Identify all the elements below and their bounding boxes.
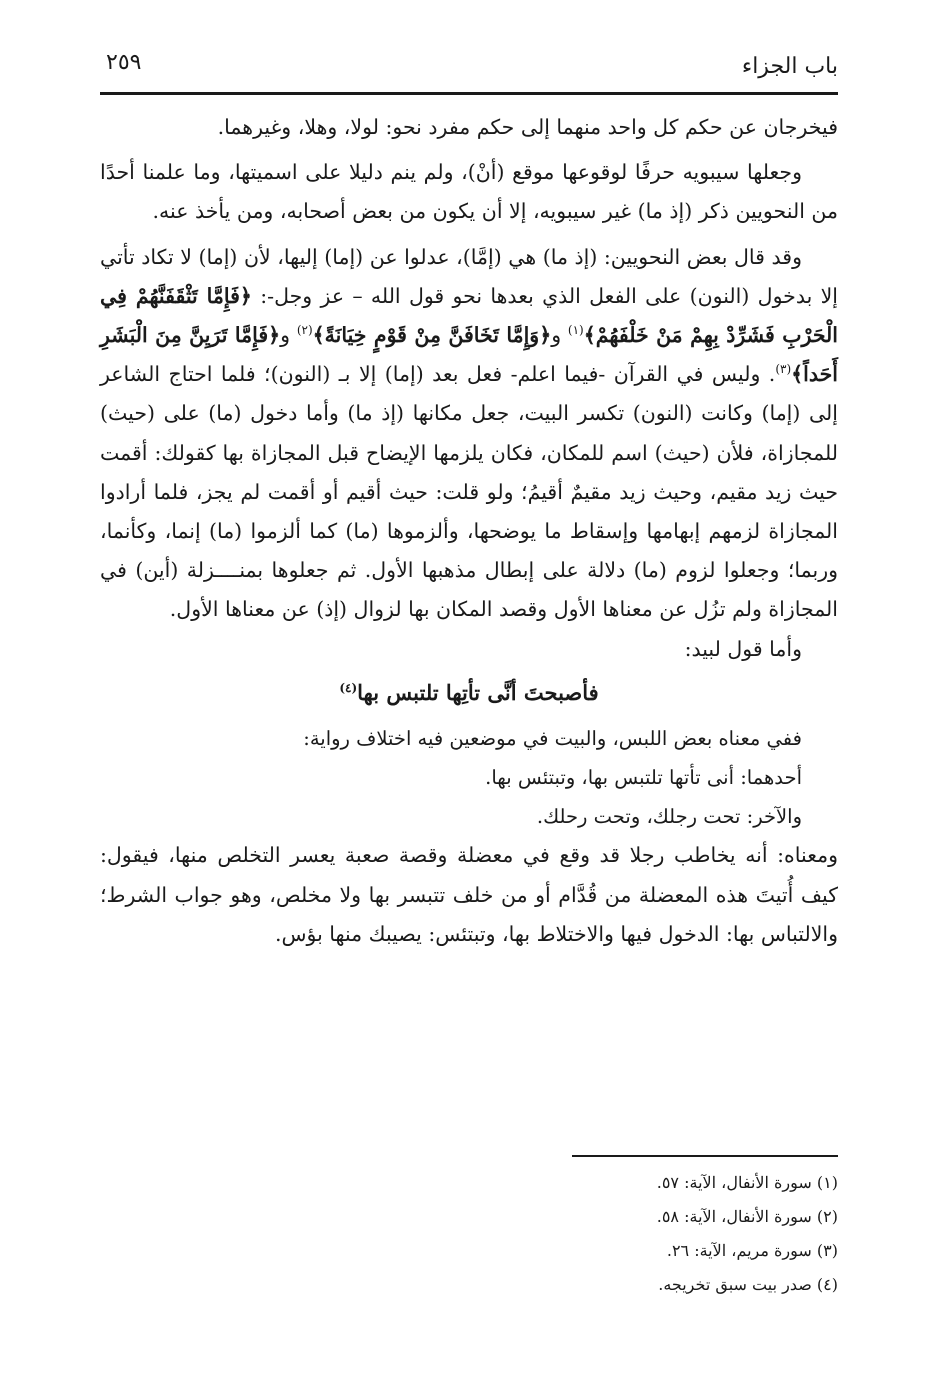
footnote-4: (٤) صدر بيت سبق تخريجه. (658, 1275, 838, 1294)
paragraph-3 (100, 238, 838, 630)
footnote-2: (٢) سورة الأنفال، الآية: ٥٨. (656, 1207, 838, 1226)
footnote-rule (572, 1155, 838, 1157)
footnote-1: (١) سورة الأنفال، الآية: ٥٧. (656, 1173, 838, 1192)
poetry-verse-text: فأصبحتَ أنَّى تأتِها تلتبس بها (357, 679, 599, 705)
paragraph-6: أحدهما: أنى تأتها تلتبس بها، وتبتئس بها. (485, 766, 802, 790)
header-rule (100, 92, 838, 95)
paragraph-7: والآخر: تحت رجلك، وتحت رحلك. (536, 805, 802, 829)
footnote-ref-2: (٢) (296, 323, 313, 338)
footnotes (418, 1166, 838, 1302)
paragraph-3-text-c: و (280, 323, 297, 348)
book-page (100, 0, 838, 1389)
paragraph-4: وأما قول لبيد: (684, 636, 802, 661)
paragraph-5: ففي معناه بعض اللبس، والبيت في موضعين فيه اختلاف رواية: (303, 726, 802, 750)
footnote-ref-3: (٣) (775, 362, 792, 377)
poetry-verse (100, 673, 838, 713)
paragraph-8: ومعناه: أنه يخاطب رجلا قد وقع في معضلة وقصة صعبة يعسر التخلص منها، فيقول: كيف أُتيتَ هذه المعضلة من قُدَّام أو من خلف تتبسر بها ولا مخلص، وهو جواب الشرط؛ والالتباس بها: الدخول فيها والاختلاط بها، وتبتئس: يصيبك منها بؤس. (100, 843, 838, 946)
body-text (100, 108, 838, 954)
page-number: ٢٥٩ (106, 50, 142, 75)
paragraph-3-text-a: وقد قال بعض النحويين: (إذ ما) هي (إمَّا)، عدلوا عن (إما) إليها، لأن (إما) لا تكاد تأتي إلا بدخول (النون) على الفعل الذي بعدها نحو قول الله – عز وجل-: (100, 244, 838, 308)
running-title: باب الجزاء (741, 54, 838, 79)
paragraph-3-text-b: و (551, 323, 568, 348)
paragraph-2: وجعلها سيبويه حرفًا لوقوعها موقع (أنْ)، ولم ينم دليلا على اسميتها، وما علمنا أحدًا من النحويين ذكر (إذ ما) غير سيبويه، إلا أن يكون من بعض أصحابه، ومن يأخذ عنه. (100, 160, 838, 224)
footnote-ref-4: (٤) (339, 680, 358, 695)
footnote-3: (٣) سورة مريم، الآية: ٢٦. (666, 1241, 838, 1260)
quran-verse-1: ﴿فَإِمَّا تَثْقَفَنَّهُمْ فِي الْحَرْبِ فَشَرِّدْ بِهِمْ مَنْ خَلْفَهُمْ﴾ (100, 283, 838, 348)
paragraph-3-text-d: . وليس في القرآن -فيما اعلم- فعل بعد (إما) إلا بـ (النون)؛ فلما احتاج الشاعر إلى (إما) وكانت (النون) تكسر البيت، جعل مكانها (إذ ما) وأما دخول (ما) على (حيث) للمجازاة، فلأن (حيث) اسم للمكان، فكان يلزمها الإيضاح قبل المجازاة بها كقولك: أقمت حيث زيد مقيم، وحيث زيد مقيمٌ أقيمُ؛ ولو قلت: حيث أقيم أو أقمت لم يجز، فلما أرادوا المجازاة لزمهم إبهامها وإسقاط ما يوضحها، وألزموها (ما) كما ألزموا (ما) إنما، وكأنما، وربما؛ وجعلوا لزوم (ما) دلالة على إبطال مذهبها الأول. ثم جعلوها بمنــــزلة (أين) في المجازاة ولم تزُل عن معناها الأول وقصد المكان بها لزوال (إذ) عن معناها الأول. (100, 362, 838, 622)
footnote-ref-1: (١) (567, 323, 584, 338)
page-header (100, 46, 838, 86)
quran-verse-3: ﴿فَإِمَّا تَرَيِنَّ مِنَ الْبَشَرِ أَحَداً﴾ (100, 323, 838, 387)
paragraph-1: فيخرجان عن حكم كل واحد منهما إلى حكم مفرد نحو: لولا، وهلا، وغيرهما. (217, 115, 838, 139)
quran-verse-2: ﴿وَإِمَّا تَخَافَنَّ مِنْ قَوْمٍ خِيَانَةً﴾ (312, 323, 552, 348)
